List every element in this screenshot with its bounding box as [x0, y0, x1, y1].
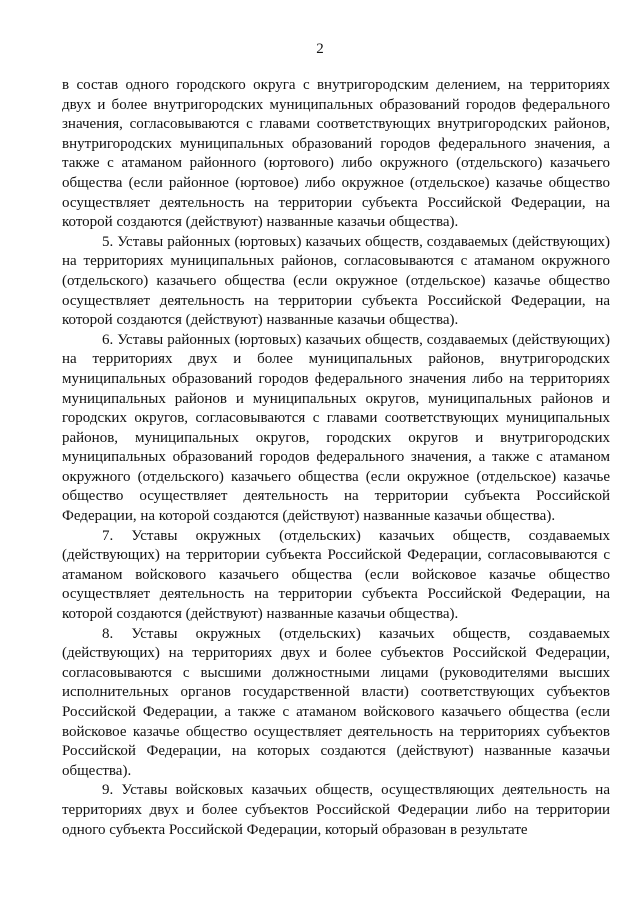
document-body	[62, 76, 610, 840]
paragraph-item-5: 5. Уставы районных (юртовых) казачьих обществ, создаваемых (действующих) на территориях муниципальных районов, согласовываются с атаманом окружного (отдельского) казачьего общества (если окружное (отдельское) казачье общество осуществляет деятельность на территории субъекта Российской Федерации, на которой создаются (действуют) названные казачьи общества).	[62, 233, 610, 329]
paragraph-continuation: в состав одного городского округа с внутригородским делением, на территориях двух и более внутригородских муниципальных образований городов федерального значения, согласовываются с главами соответствующих внутригородских районов, внутригородских муниципальных образований городов федерального значения, а также с атаманом районного (юртового) либо окружного (отдельского) казачьего общества (если районное (юртовое) либо окружное (отдельское) казачье общество осуществляет деятельность на территории субъекта Российской Федерации, на которой создаются (действуют) названные казачьи общества).	[62, 77, 610, 231]
paragraph-item-6: 6. Уставы районных (юртовых) казачьих обществ, создаваемых (действующих) на территориях двух и более муниципальных районов, внутригородских муниципальных образований городов федерального значения либо на территориях муниципальных районов и муниципальных округов, муниципальных районов и городских округов, согласовываются с главами соответствующих муниципальных районов, муниципальных округов, городских округов и внутригородских муниципальных образований городов федерального значения, а также с атаманом окружного (отдельского) казачьего общества (если окружное (отдельское) казачье общество осуществляет деятельность на территории субъекта Российской Федерации, на которой создаются (действуют) названные казачьи общества).	[62, 331, 610, 525]
page-number: 2	[316, 41, 324, 57]
paragraph-item-8: 8. Уставы окружных (отдельских) казачьих обществ, создаваемых (действующих) на территориях двух и более субъектов Российской Федерации, согласовываются с высшими должностными лицами (руководителями высших исполнительных органов государственной власти) соответствующих субъектов Российской Федерации, а также с атаманом войскового казачьего общества (если войсковое казачье общество осуществляет деятельность на территориях субъектов Российской Федерации, на которых создаются (действуют) названные казачьи общества).	[62, 625, 610, 779]
paragraph-item-9: 9. Уставы войсковых казачьих обществ, осуществляющих деятельность на территориях двух и более субъектов Российской Федерации либо на территории одного субъекта Российской Федерации, который образован в результате	[62, 782, 610, 838]
paragraph-item-7: 7. Уставы окружных (отдельских) казачьих обществ, создаваемых (действующих) на территории субъекта Российской Федерации, согласовываются с атаманом войскового казачьего общества (если войсковое казачье общество осуществляет деятельность на территории субъекта Российской Федерации, на которой создаются (действуют) названные казачьи общества).	[62, 527, 610, 623]
